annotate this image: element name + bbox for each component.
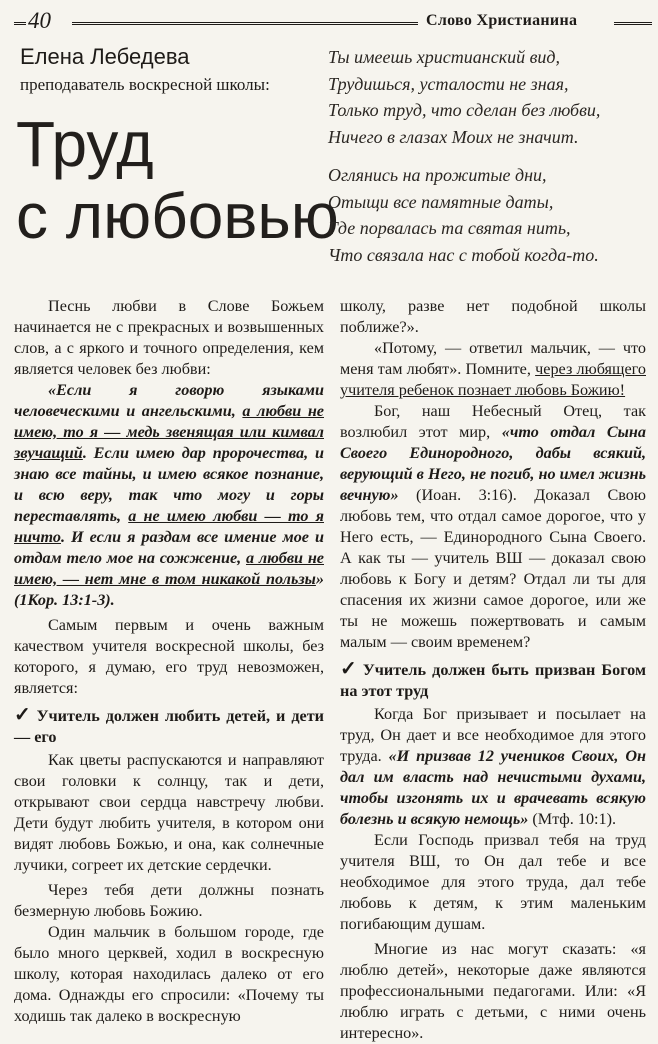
poem-line: Трудишься, усталости не зная,: [328, 73, 569, 94]
title-line: с любовью: [16, 180, 339, 252]
paragraph: Самым первым и очень важным качеством учителя воскресной школы, без которого, я думаю, его труд невозможен, является:: [14, 616, 324, 697]
right-column: [340, 296, 646, 1044]
checkmark-icon: ✓: [340, 658, 359, 680]
article-title: [16, 108, 339, 252]
subheading: ✓ Учитель должен быть призван Богом на этот труд: [340, 658, 646, 700]
paragraph: Один мальчик в большом городе, где было много церквей, ходил в воскресную школу, которая находилась далеко от его дома. Однажды его спросили: «Почему ты ходишь так далеко в воскресную: [14, 923, 324, 1025]
epigraph-poem: [328, 44, 654, 268]
header-rule: [614, 22, 652, 25]
paragraph: Как цветы распускаются и направляют свои головки к солнцу, так и дети, открывают свои сердца навстречу любви. Дети будут любить учителя, в котором они видят любовь Божью, и она, как солнечные лучики, согреет их детские сердечки.: [14, 751, 324, 874]
poem-line: Где порвалась та святая нить,: [328, 218, 571, 238]
poem-line: Оглянись на прожитые дни,: [328, 165, 547, 185]
header-rule: [72, 22, 418, 25]
title-line: Труд: [16, 108, 154, 180]
page-header: [0, 8, 658, 36]
paragraph: Через тебя дети должны познать безмерную любовь Божию.: [14, 881, 324, 920]
poem-line: Что связала нас с тобой когда-то.: [328, 244, 599, 265]
paragraph: «Потому, — ответил мальчик, — что меня там любят». Помните, через любящего учителя ребенок познает любовь Божию!: [340, 339, 646, 399]
author-name: Елена Лебедева: [20, 44, 190, 69]
paragraph: Песнь любви в Слове Божьем начинается не с прекрасных и возвышенных слов, а с яркого и точного определения, кем является человек без любви:: [14, 297, 324, 378]
paragraph: Если Господь призвал тебя на труд учителя ВШ, то Он дал тебе и все необходимое для этого труда, дал тебе любовь к детям, к этим маленьким погибающим душам.: [340, 831, 646, 933]
page-number: 40: [28, 8, 51, 33]
poem-line: Отыщи все памятные даты,: [328, 191, 554, 212]
poem-line: Ты имеешь христианский вид,: [328, 47, 561, 67]
publication-title: Слово Христианина: [426, 12, 578, 29]
checkmark-icon: ✓: [14, 704, 33, 726]
paragraph: Бог, наш Небесный Отец, так возлюбил этот мир, «что отдал Сына Своего Единородного, дабы всякий, верующий в Него, не погиб, но имел жизнь вечную» (Иоан. 3:16). Доказал Свою любовь тем, что отдал самое дорогое, что у Него есть, — Единородного Сына Своего. А как ты — учитель ВШ — доказал свою любовь к Богу и детям? Отдал ли ты для спасения их жизни самое дорогое, или же ты не можешь пожертвовать и самым малым — своим временем?: [340, 402, 646, 651]
author-role: преподаватель воскресной школы:: [20, 75, 270, 94]
subheading: ✓ Учитель должен любить детей, и дети — его: [14, 704, 324, 746]
left-column: [14, 296, 324, 1027]
poem-line: Ничего в глазах Моих не значит.: [328, 126, 579, 147]
poem-line: Только труд, что сделан без любви,: [328, 100, 601, 120]
paragraph: Многие из нас могут сказать: «я люблю детей», некоторые даже являются профессиональными педагогами. Или: «Я люблю играть с детьми, с ними очень интересно».: [340, 940, 646, 1042]
paragraph: школу, разве нет подобной школы поближе?».: [340, 297, 646, 336]
paragraph: Когда Бог призывает и посылает на труд, Он дает и все необходимое для этого труда. «И призвав 12 учеников Своих, Он дал им власть над нечистыми духами, чтобы изгонять их и врачевать всякую болезнь и всякую немощь» (Мтф. 10:1).: [340, 705, 646, 828]
scripture-quote: «Если я говорю языками человеческими и ангельскими, а любви не имею, то я — медь звенящая или кимвал звучащий. Если имею дар пророчества, и знаю все тайны, и имею всякое познание, и всю веру, так что могу и горы переставлять, а не имею любви — то я ничто. И если я раздам все имение мое и отдам тело мое на сожжение, а любви не имею, — нет мне в том никакой пользы» (1Кор. 13:1-3).: [14, 381, 324, 609]
header-rule: [14, 22, 26, 25]
